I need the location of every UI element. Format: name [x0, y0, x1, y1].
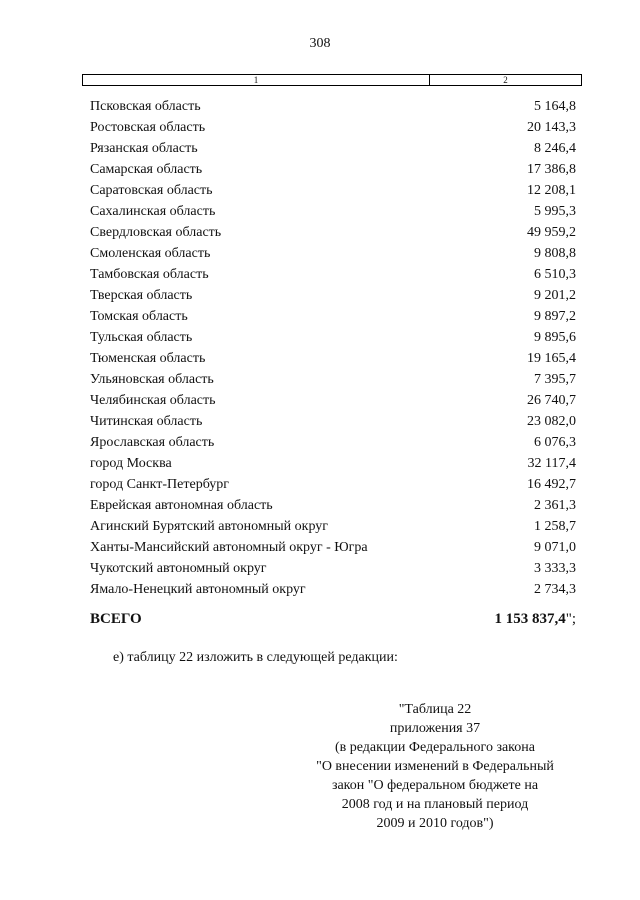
caption-line: 2009 и 2010 годов") — [376, 816, 494, 831]
table-row — [90, 495, 576, 516]
region-name: Читинская область — [90, 414, 203, 429]
region-name: Тульская область — [90, 330, 193, 345]
region-value: 3 333,3 — [534, 561, 576, 576]
region-value: 2 734,3 — [534, 582, 576, 597]
total-suffix: "; — [565, 611, 576, 627]
region-value: 9 808,8 — [534, 246, 576, 261]
caption-line: (в редакции Федерального закона — [335, 740, 535, 755]
table-row — [90, 264, 576, 285]
region-name: Смоленская область — [90, 246, 211, 261]
region-value: 26 740,7 — [527, 393, 576, 408]
table-row — [90, 390, 576, 411]
region-value: 9 071,0 — [534, 540, 576, 555]
region-value: 8 246,4 — [534, 141, 576, 156]
total-value: 1 153 837,4 — [494, 611, 566, 627]
table-row — [90, 285, 576, 306]
region-value: 9 897,2 — [534, 309, 576, 324]
table-row — [90, 159, 576, 180]
table-header-col-1: 1 — [83, 75, 430, 85]
table-caption — [300, 700, 570, 833]
table-row — [90, 579, 576, 600]
region-name: Еврейская автономная область — [90, 498, 273, 513]
region-name: Псковская область — [90, 99, 201, 114]
region-value: 49 959,2 — [527, 225, 576, 240]
region-name: Ямало-Ненецкий автономный округ — [90, 582, 306, 597]
region-value: 7 395,7 — [534, 372, 576, 387]
region-value: 6 076,3 — [534, 435, 576, 450]
region-name: Тюменская область — [90, 351, 206, 366]
region-value: 1 258,7 — [534, 519, 576, 534]
table-header-col-2: 2 — [503, 75, 508, 85]
table-row — [90, 558, 576, 579]
region-value: 20 143,3 — [527, 120, 576, 135]
region-table — [90, 96, 576, 600]
region-name: Ростовская область — [90, 120, 206, 135]
region-value: 23 082,0 — [527, 414, 576, 429]
table-row — [90, 474, 576, 495]
table-row — [90, 453, 576, 474]
region-name: Ярославская область — [90, 435, 215, 450]
table-row — [90, 537, 576, 558]
caption-line: 2008 год и на плановый период — [341, 797, 529, 812]
region-value: 6 510,3 — [534, 267, 576, 282]
table-header-row — [82, 74, 582, 86]
table-row — [90, 369, 576, 390]
region-value: 12 208,1 — [527, 183, 576, 198]
total-label: ВСЕГО — [90, 611, 142, 627]
table-row — [90, 327, 576, 348]
region-name: Сахалинская область — [90, 204, 216, 219]
table-row — [90, 96, 576, 117]
table-row — [90, 180, 576, 201]
table-row — [90, 516, 576, 537]
table-row — [90, 222, 576, 243]
region-value: 17 386,8 — [527, 162, 576, 177]
region-name: Ульяновская область — [90, 372, 214, 387]
page-number: 308 — [309, 36, 331, 51]
region-name: Свердловская область — [90, 225, 222, 240]
total-row — [90, 608, 576, 630]
instruction-text: е) таблицу 22 изложить в следующей редакции: — [113, 650, 398, 665]
table-row — [90, 138, 576, 159]
region-name: Тверская область — [90, 288, 193, 303]
table-row — [90, 306, 576, 327]
region-name: Тамбовская область — [90, 267, 209, 282]
region-name: Томская область — [90, 309, 188, 324]
region-name: Самарская область — [90, 162, 203, 177]
table-row — [90, 348, 576, 369]
region-value: 9 201,2 — [534, 288, 576, 303]
region-name: Рязанская область — [90, 141, 198, 156]
table-row — [90, 411, 576, 432]
region-value: 5 164,8 — [534, 99, 576, 114]
table-row — [90, 117, 576, 138]
region-value: 32 117,4 — [527, 456, 576, 471]
caption-line: приложения 37 — [389, 721, 481, 736]
region-value: 2 361,3 — [534, 498, 576, 513]
table-row — [90, 432, 576, 453]
region-name: Агинский Бурятский автономный округ — [90, 519, 328, 534]
caption-line: закон "О федеральном бюджете на — [331, 778, 539, 793]
caption-line: "Таблица 22 — [398, 702, 472, 717]
region-value: 5 995,3 — [534, 204, 576, 219]
region-name: Челябинская область — [90, 393, 216, 408]
region-name: город Санкт-Петербург — [90, 477, 230, 492]
region-name: Саратовская область — [90, 183, 213, 198]
region-value: 19 165,4 — [527, 351, 576, 366]
table-row — [90, 201, 576, 222]
table-row — [90, 243, 576, 264]
region-name: Чукотский автономный округ — [90, 561, 267, 576]
caption-line: "О внесении изменений в Федеральный — [316, 759, 554, 774]
region-value: 16 492,7 — [527, 477, 576, 492]
region-name: Ханты-Мансийский автономный округ - Югра — [90, 540, 368, 555]
region-value: 9 895,6 — [534, 330, 576, 345]
region-name: город Москва — [90, 456, 172, 471]
